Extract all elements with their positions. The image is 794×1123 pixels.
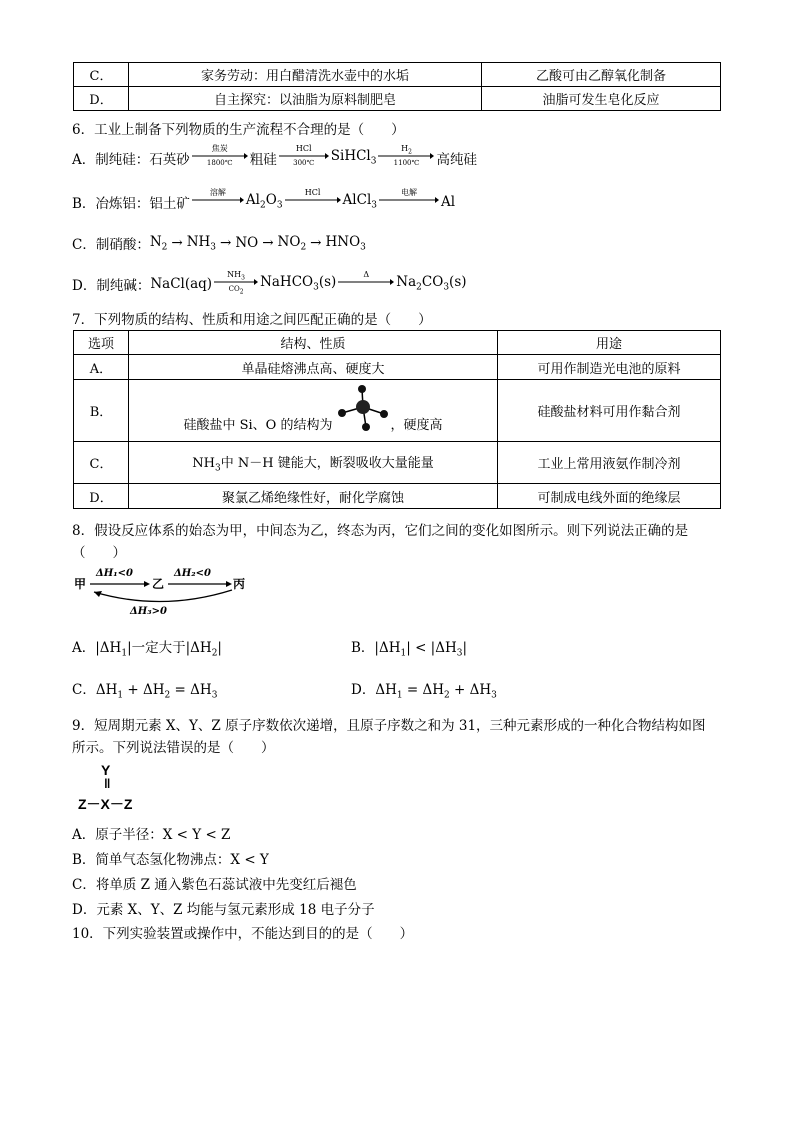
row-label: C． xyxy=(74,442,129,484)
reaction-arrow: → xyxy=(262,235,274,251)
species: 铝土矿 xyxy=(149,195,190,212)
question-10-stem: 10．下列实验装置或操作中，不能达到目的的是（ ） xyxy=(72,926,414,942)
silicate-tetrahedron-icon xyxy=(332,385,390,435)
arrow-condition: $CO_2$ xyxy=(228,285,244,296)
option-label: C．制硝酸： xyxy=(72,237,150,253)
use-cell: 工业上常用液氨作制冷剂 xyxy=(498,442,721,484)
q9-option-d: D．元素 X、Y、Z 均能与氢元素形成 18 电子分子 xyxy=(72,902,375,918)
atom-y: Y xyxy=(101,762,111,778)
option-label: D．制纯碱： xyxy=(72,277,151,294)
q9-option-b: B．简单气态氢化物沸点：X < Y xyxy=(72,852,269,868)
use-cell: 硅酸盐材料可用作黏合剂 xyxy=(498,380,721,442)
property-cell: 单晶硅熔沸点高、硬度大 xyxy=(129,355,498,380)
reaction-arrow xyxy=(378,144,434,167)
question-9-stem-cont: 所示。下列说法错误的是（ ） xyxy=(72,740,275,756)
delta-h3-label: ΔH₃>0 xyxy=(130,606,167,617)
reaction-arrow xyxy=(192,188,244,211)
state-jia: 甲 xyxy=(74,577,87,591)
table-q7 xyxy=(73,330,721,509)
species: 石英砂 xyxy=(149,151,190,168)
double-bond: ‖ xyxy=(104,776,111,791)
question-7-stem: 7．下列物质的结构、性质和用途之间匹配正确的是（ ） xyxy=(72,312,432,328)
question-8-stem: 8．假设反应体系的始态为甲，中间态为乙，终态为丙，它们之间的变化如图所示。则下列说法正确的是 xyxy=(72,523,689,539)
arrow-condition: 焦炭 xyxy=(211,144,228,153)
arrow-condition: Δ xyxy=(363,270,370,279)
xyz-structure-diagram xyxy=(78,762,148,814)
species: SiHCl$_3$ xyxy=(330,148,377,167)
enthalpy-cycle-diagram xyxy=(72,564,247,622)
species: NO xyxy=(235,235,259,251)
table-row xyxy=(74,355,721,380)
q6-option-c xyxy=(72,233,366,253)
q6-option-d xyxy=(72,272,467,295)
use-cell: 可制成电线外面的绝缘层 xyxy=(498,484,721,509)
arrow-condition: $H_2$ xyxy=(401,144,412,156)
question-8-stem-cont: （ ） xyxy=(72,545,126,561)
row-label: D． xyxy=(74,484,129,509)
reaction-arrow xyxy=(285,188,341,211)
species: NaCl(aq) xyxy=(150,275,213,292)
table-row xyxy=(74,63,721,87)
arrow-condition: 溶解 xyxy=(209,188,226,197)
column-header: 结构、性质 xyxy=(129,331,498,355)
column-header: 选项 xyxy=(74,331,129,355)
q8-option-b: B．$|\Delta H_1| < |\Delta H_3|$ xyxy=(351,640,468,659)
arrow-condition: $NH_3$ xyxy=(227,270,245,282)
table-row xyxy=(74,442,721,484)
q8-option-c: C．$\Delta H_1 + \Delta H_2 = \Delta H_3$ xyxy=(72,682,218,701)
knowledge-cell: 油脂可发生皂化反应 xyxy=(482,87,721,111)
species: Al xyxy=(441,193,456,210)
row-label: A． xyxy=(74,355,129,380)
species: AlCl$_3$ xyxy=(342,192,377,211)
species: NaHCO$_3$(s) xyxy=(260,274,337,293)
table-row xyxy=(74,87,721,111)
reaction-arrow xyxy=(214,270,258,296)
q9-option-a: A．原子半径：X < Y < Z xyxy=(72,827,231,843)
table-row xyxy=(74,380,721,442)
reaction-arrow: → xyxy=(310,235,322,251)
arrow-condition: 300℃ xyxy=(293,159,315,167)
species: $Na_2CO_3(s)$ xyxy=(396,274,467,293)
q6-option-a xyxy=(72,146,477,169)
use-cell: 可用作制造光电池的原料 xyxy=(498,355,721,380)
arrow-condition: 电解 xyxy=(401,188,417,197)
species: $HNO_3$ xyxy=(325,233,366,253)
property-cell: 硅酸盐中 Si、O 的结构为 ，硬度高 xyxy=(129,380,498,442)
table-life-knowledge xyxy=(73,62,721,111)
species: 高纯硅 xyxy=(436,151,477,168)
atom-chain: Z－X－Z xyxy=(78,796,133,812)
row-label: B． xyxy=(74,380,129,442)
delta-h2-label: ΔH₂<0 xyxy=(174,568,211,579)
q8-option-d: D．$\Delta H_1 = \Delta H_2 + \Delta H_3$ xyxy=(351,682,497,701)
q9-option-c: C．将单质 Z 通入紫色石蕊试液中先变红后褪色 xyxy=(72,877,357,893)
q8-option-a: A．$|\Delta H_1|$一定大于$|\Delta H_2|$ xyxy=(72,640,222,659)
species: 粗硅 xyxy=(249,151,277,168)
species: $N_2$ xyxy=(149,233,168,253)
option-label: A．制纯硅： xyxy=(72,151,150,168)
table-row xyxy=(74,484,721,509)
question-9-stem: 9．短周期元素 X、Y、Z 原子序数依次递增，且原子序数之和为 31，三种元素形成的一种化合物结构如图 xyxy=(72,718,706,734)
species: $NO_2$ xyxy=(277,233,307,253)
delta-h1-label: ΔH₁<0 xyxy=(96,568,133,579)
state-bing: 丙 xyxy=(233,577,246,591)
arrow-condition: HCl xyxy=(304,188,321,197)
reaction-arrow xyxy=(379,188,439,211)
q6-option-b xyxy=(72,190,455,213)
arrow-condition: 1100℃ xyxy=(393,159,420,167)
column-header: 用途 xyxy=(498,331,721,355)
arrow-condition: 1800℃ xyxy=(206,159,233,167)
reaction-arrow xyxy=(279,144,329,167)
reaction-arrow xyxy=(192,144,248,167)
species: $NH_3$ xyxy=(186,233,217,253)
question-6-stem: 6．工业上制备下列物质的生产流程不合理的是（ ） xyxy=(72,122,405,138)
reaction-arrow xyxy=(338,270,394,293)
activity-cell: 自主探究：以油脂为原料制肥皂 xyxy=(129,87,482,111)
property-cell: 聚氯乙烯绝缘性好，耐化学腐蚀 xyxy=(129,484,498,509)
option-label: B．冶炼铝： xyxy=(72,195,150,212)
property-cell: $NH_3$中 N－H 键能大，断裂吸收大量能量 xyxy=(129,442,498,484)
row-label: C． xyxy=(74,63,129,87)
species: $Al_2O_3$ xyxy=(245,192,283,211)
reaction-arrow: → xyxy=(220,235,232,251)
arrow-condition: HCl xyxy=(295,144,312,153)
reaction-arrow: → xyxy=(171,235,183,251)
table-header-row xyxy=(74,331,721,355)
activity-cell: 家务劳动：用白醋清洗水壶中的水垢 xyxy=(129,63,482,87)
knowledge-cell: 乙酸可由乙醇氧化制备 xyxy=(482,63,721,87)
row-label: D． xyxy=(74,87,129,111)
state-yi: 乙 xyxy=(152,577,165,591)
